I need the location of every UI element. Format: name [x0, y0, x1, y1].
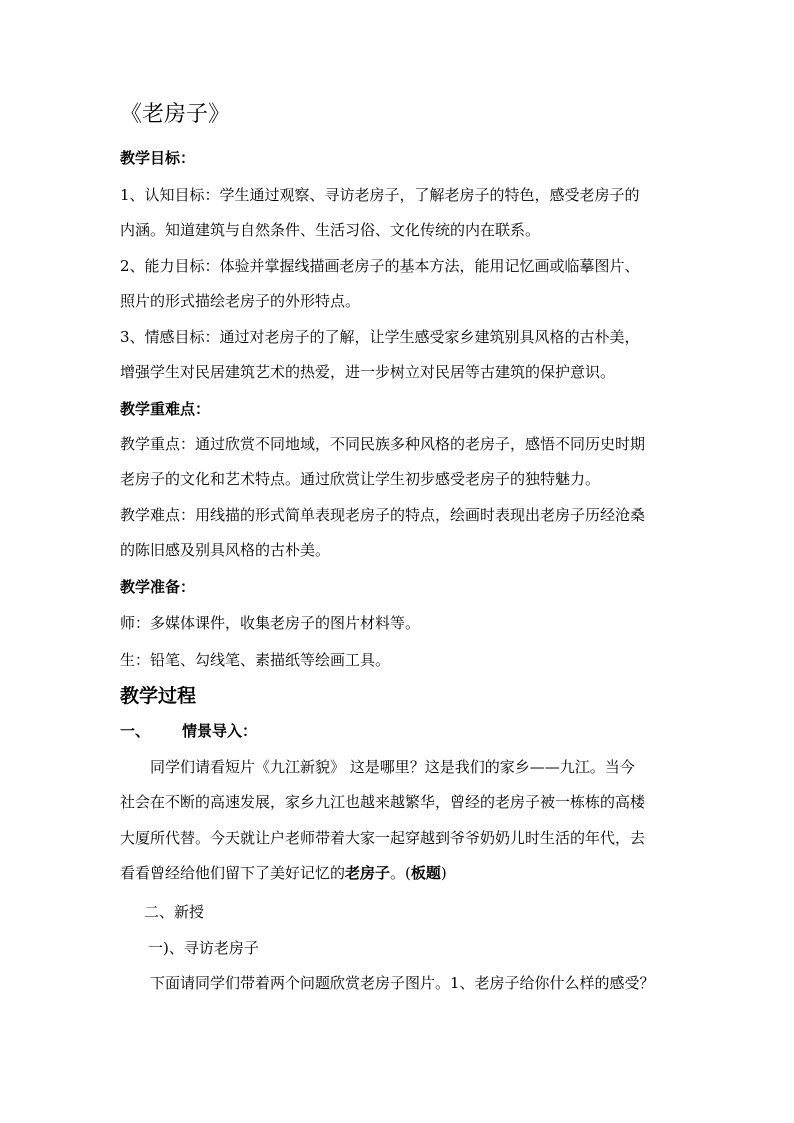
- prep-heading: 教学准备：: [120, 578, 196, 596]
- intro-paren-open: 。(: [390, 864, 411, 882]
- key-line1: 教学重点：通过欣赏不同地域，不同民族多种风格的老房子，感悟不同历史时期: [120, 435, 646, 453]
- intro-paren-close: ): [440, 864, 447, 882]
- intro-line2: 社会在不断的高速发展，家乡九江也越来越繁华，曾经的老房子被一栋栋的高楼: [120, 793, 646, 811]
- section1-heading: [120, 721, 680, 741]
- subsection1-heading: 一)、寻访老房子: [148, 939, 259, 957]
- diff-line2: 的陈旧感及别具风格的古朴美。: [120, 541, 331, 559]
- emphasis-old-house: 老房子: [345, 864, 391, 882]
- goal3-line2: 增强学生对民居建筑艺术的热爱，进一步树立对民居等古建筑的保护意识。: [120, 363, 616, 381]
- intro-text: 看看曾经给他们留下了美好记忆的: [120, 864, 346, 882]
- prep-teacher: 师：多媒体课件，收集老房子的图片材料等。: [120, 614, 421, 632]
- visit-line1: 下面请同学们带着两个问题欣赏老房子图片。1、老房子给你什么样的感受？: [150, 974, 655, 992]
- keypoints-heading: 教学重难点：: [120, 400, 211, 418]
- key-line2: 老房子的文化和艺术特点。通过欣赏让学生初步感受老房子的独特魅力。: [120, 470, 601, 488]
- intro-line1: 同学们请看短片《九江新貌》 这是哪里？这是我们的家乡——九江。当今: [150, 758, 635, 776]
- intro-line3: 大厦所代替。今天就让户老师带着大家一起穿越到爷爷奶奶儿时生活的年代，去: [120, 829, 646, 847]
- intro-line4: [120, 863, 680, 883]
- section2-heading: 二、新授: [144, 903, 205, 921]
- emphasis-board-title: 板题: [410, 864, 441, 882]
- section1-number: 一、: [120, 722, 151, 740]
- section1-title: 情景导入：: [182, 722, 258, 740]
- diff-line1: 教学难点：用线描的形式简单表现老房子的特点，绘画时表现出老房子历经沧桑: [120, 506, 646, 524]
- goal2-line1: 2、能力目标：体验并掌握线描画老房子的基本方法，能用记忆画或临摹图片、: [120, 257, 640, 275]
- page-title: 《老房子》: [120, 102, 231, 127]
- process-heading: 教学过程: [120, 685, 197, 707]
- goal2-line2: 照片的形式描绘老房子的外形特点。: [120, 292, 361, 310]
- goals-heading: 教学目标：: [120, 149, 196, 167]
- goal1-line2: 内涵。知道建筑与自然条件、生活习俗、文化传统的内在联系。: [120, 221, 541, 239]
- goal1-line1: 1、认知目标：学生通过观察、寻访老房子，了解老房子的特色，感受老房子的: [120, 186, 640, 204]
- goal3-line1: 3、情感目标：通过对老房子的了解，让学生感受家乡建筑别具风格的古朴美，: [120, 328, 640, 346]
- prep-student: 生：铅笔、勾线笔、素描纸等绘画工具。: [120, 651, 391, 669]
